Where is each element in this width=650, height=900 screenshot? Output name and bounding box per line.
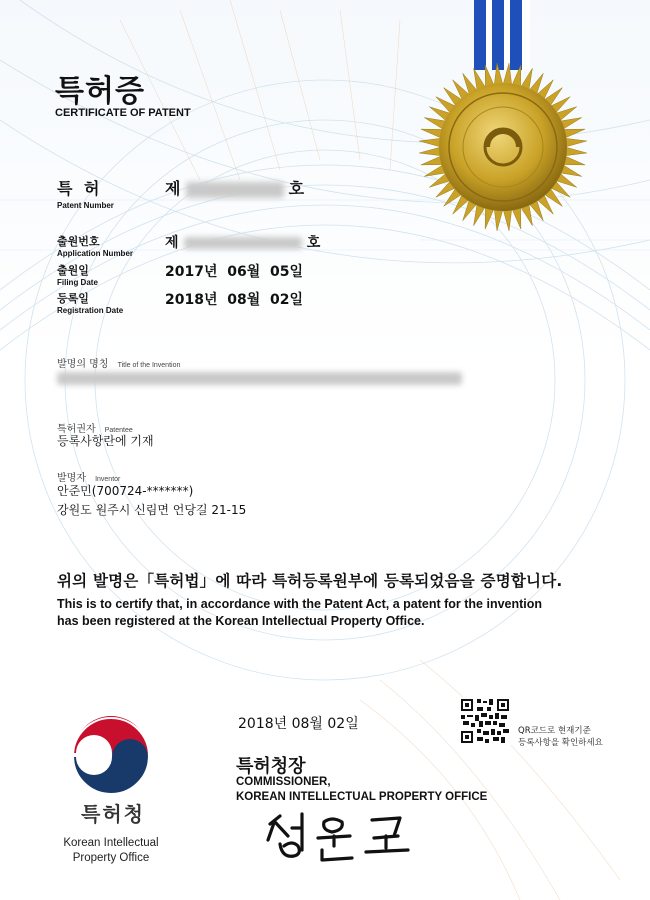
kipo-name-ko: 특허청 (81, 802, 145, 826)
certificate-title-en: CERTIFICATE OF PATENT (55, 107, 191, 119)
registration-date-label: 등록일 Registration Date (57, 292, 124, 315)
patent-number-label: 특 허 Patent Number (57, 179, 114, 210)
patentee-value: 등록사항란에 기재 (57, 434, 154, 448)
kipo-name-en: Korean Intellectual Property Office (63, 837, 159, 864)
inventor-address: 강원도 원주시 신림면 언당길 21-15 (57, 503, 247, 517)
commissioner-title-en-2: KOREAN INTELLECTUAL PROPERTY OFFICE (236, 791, 488, 803)
issue-date: 2018년 08월 02일 (238, 716, 359, 732)
invention-title-value (57, 368, 462, 387)
inventor-name: 안준민(700724-*******) (57, 484, 194, 498)
gold-seal (418, 62, 588, 232)
application-number-value: 제 호 (165, 235, 321, 251)
redacted-application-number (184, 237, 302, 249)
registration-date-value: 2018년 08월 02일 (165, 292, 303, 308)
application-number-label: 출원번호 Application Number (57, 235, 134, 258)
qr-instructions: QR코드로 현재기준 등록사항을 확인하세요 (518, 726, 603, 748)
redacted-invention-title (57, 372, 462, 385)
blue-ribbon (474, 0, 530, 70)
commissioner-signature (262, 810, 412, 865)
filing-date-label: 출원일 Filing Date (57, 264, 98, 287)
qr-code-icon[interactable] (459, 697, 511, 745)
certification-statement-ko: 위의 발명은「특허법」에 따라 특허등록원부에 등록되었음을 증명합니다. (57, 572, 563, 590)
redacted-patent-number (186, 182, 284, 198)
certificate-title: 특허증 (55, 74, 145, 109)
filing-date-value: 2017년 06월 05일 (165, 264, 303, 280)
certification-statement-en-1: This is to certify that, in accordance with the Patent Act, a patent for the invention (57, 597, 543, 611)
patent-number-value: 제 호 (165, 179, 305, 198)
kipo-logo-icon (68, 713, 154, 799)
inventor-label: 발명자 Inventor (57, 473, 121, 484)
commissioner-title-ko: 특허청장 (236, 756, 306, 777)
commissioner-title-en-1: COMMISSIONER, (236, 776, 331, 788)
patentee-label: 특허권자 Patentee (57, 424, 133, 435)
certification-statement-en-2: has been registered at the Korean Intellectual Property Office. (57, 614, 425, 628)
invention-label: 발명의 명칭 Title of the Invention (57, 359, 181, 370)
